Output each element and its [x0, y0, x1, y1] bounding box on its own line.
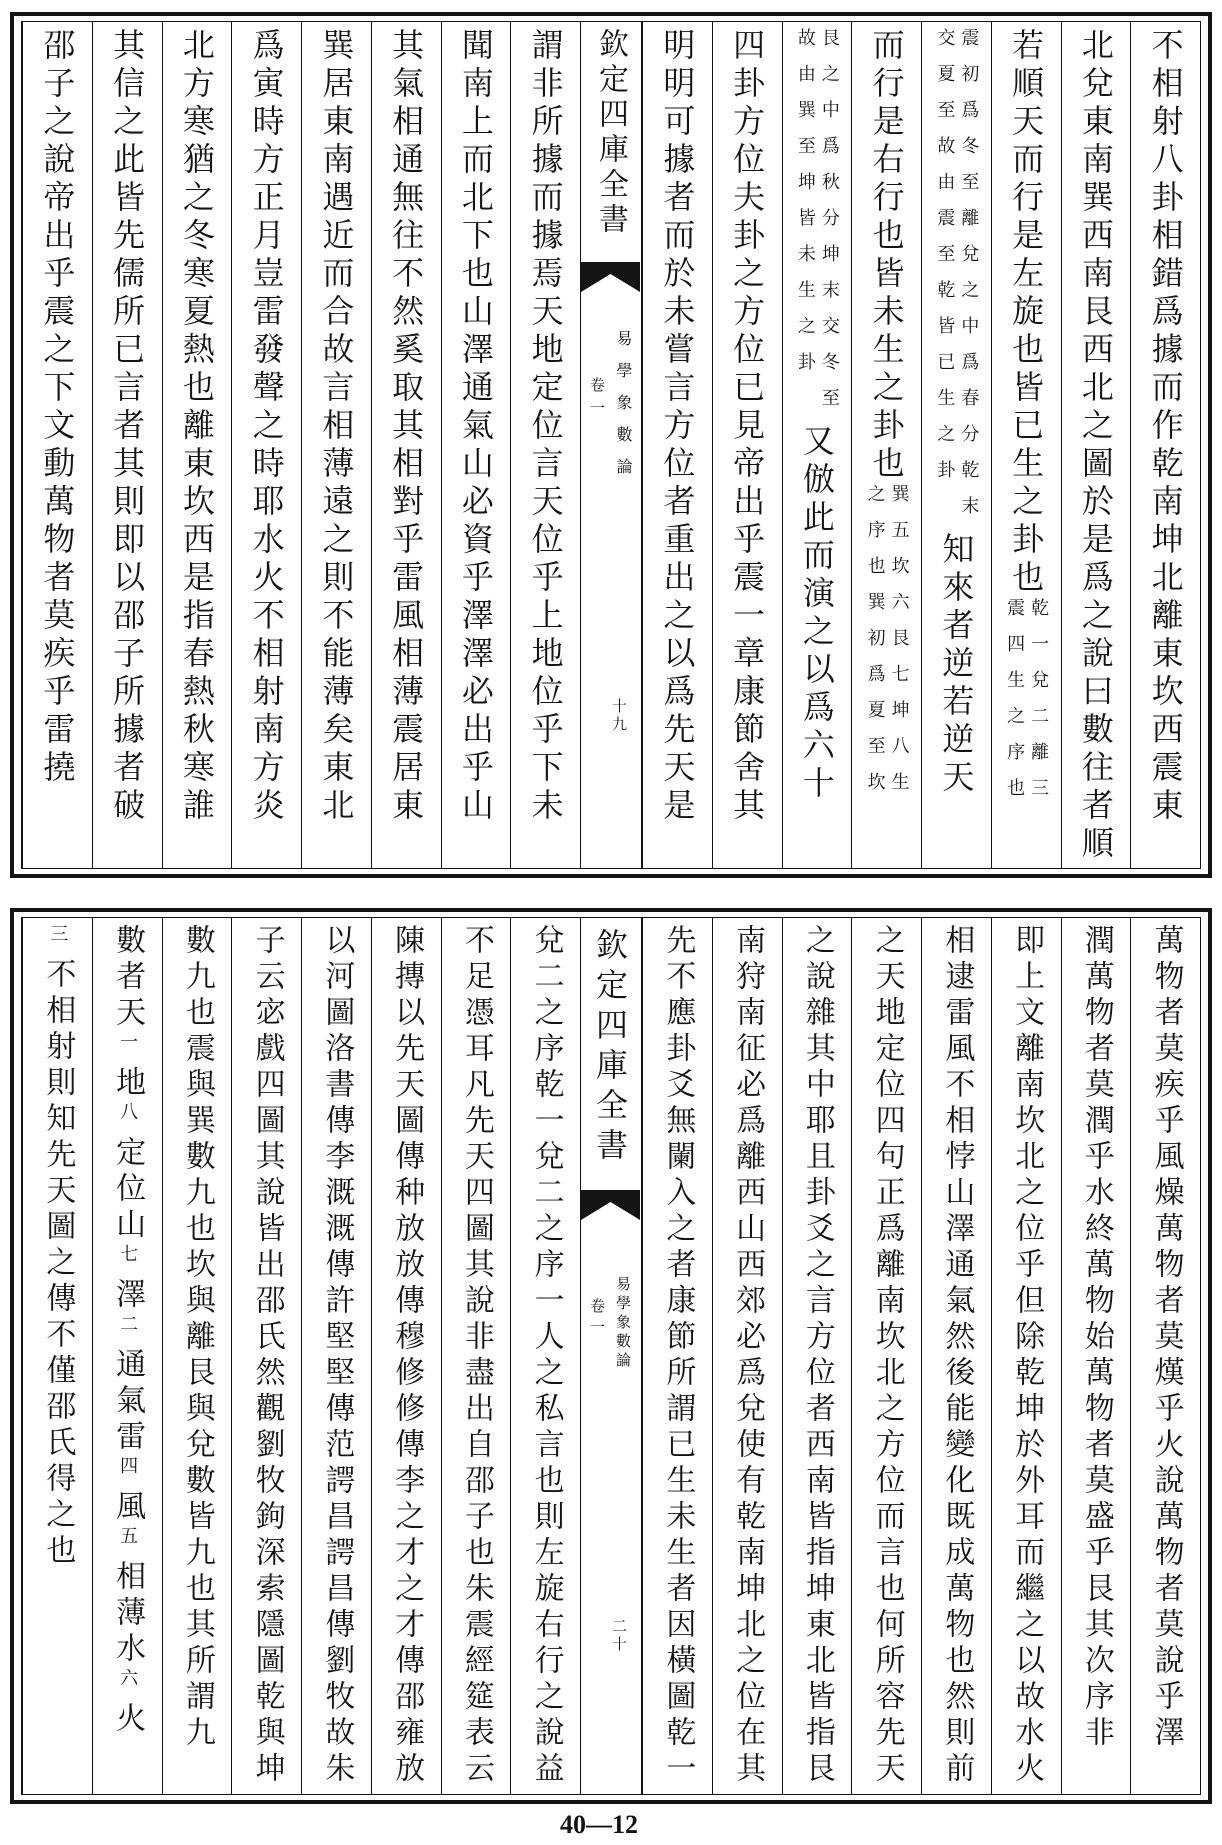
main-text: 不相射八卦相錯爲據而作乾南坤北離東坎西震東 — [1146, 28, 1185, 826]
text-column — [851, 22, 921, 868]
main-text: 子云宓戲四圖其說皆出邵氏然觀劉牧鉤深索隱圖乾與坤 — [249, 924, 285, 1788]
main-text: 其氣相通無往不然奚取其相對乎雷風相薄震居東 — [387, 28, 426, 826]
main-text: 而行是右行也皆未生之卦也 — [867, 28, 906, 484]
small-annotation: 六 — [117, 1668, 139, 1702]
text-column — [231, 918, 301, 1794]
folio-number: 二十 — [610, 1618, 628, 1654]
annotation-pair — [934, 28, 980, 532]
main-text: 若順天而行是左旋也皆已生之卦也 — [1007, 28, 1046, 598]
main-text: 相薄水 — [110, 1560, 146, 1668]
text-column — [510, 918, 580, 1794]
text-column — [22, 22, 92, 868]
main-text: 以河圖洛書傳李溉溉傳許堅堅傳范諤昌諤昌傳劉牧故朱 — [319, 924, 355, 1788]
text-column — [301, 22, 371, 868]
text-column — [371, 918, 441, 1794]
annotation-left: 故由巽至坤皆未生之卦 — [794, 28, 816, 388]
main-text: 先不應卦爻無闌入之者康節所謂已生未生者因橫圖乾一 — [660, 924, 696, 1788]
text-column — [851, 918, 921, 1794]
text-column — [712, 22, 782, 868]
fishtail-mark — [581, 262, 640, 296]
main-text: 兌二之序乾一兌二之序一人之私言也則左旋右行之說益 — [528, 924, 564, 1788]
lower-page-frame — [22, 918, 1200, 1794]
main-text: 知來者逆若逆天 — [937, 532, 976, 798]
main-text: 明明可據者而於未嘗言方位者重出之以爲先天是 — [658, 28, 697, 826]
main-text: 定位山 — [110, 1136, 146, 1244]
annotation-right: 巽五坎六艮七坤八生 — [888, 484, 910, 808]
main-text: 其信之此皆先儒所已言者其則即以邵子所據者破 — [108, 28, 147, 826]
text-column — [991, 22, 1061, 868]
text-column — [22, 918, 92, 1794]
annotation-left: 震四生之序也 — [1004, 598, 1026, 814]
center-gutter — [580, 918, 642, 1794]
annotation-left: 交夏至故由震至乾皆已生之卦 — [934, 28, 956, 496]
book-title: 欽定四庫全書 — [593, 28, 628, 238]
text-column — [231, 22, 301, 868]
text-column — [1061, 22, 1131, 868]
text-column — [441, 918, 511, 1794]
main-text: 之天地定位四句正爲離南坎北之方位而言也何所容先天 — [869, 924, 905, 1788]
main-text: 潤萬物者莫潤乎水終萬物始萬物者莫盛乎艮其次序非 — [1078, 924, 1114, 1752]
center-gutter — [580, 22, 642, 868]
small-annotation: 三 — [47, 924, 69, 958]
text-column — [1061, 918, 1131, 1794]
main-text: 北兌東南巽西南艮西北之圖於是爲之說曰數往者順 — [1076, 28, 1115, 864]
annotation-left: 之序也巽初爲夏至坎 — [864, 484, 886, 808]
main-text: 又倣此而演之以爲六十 — [797, 424, 836, 804]
fishtail-mark — [581, 1190, 640, 1224]
text-column — [921, 22, 991, 868]
text-column — [1130, 918, 1200, 1794]
main-text: 不足憑耳凡先天四圖其說非盡出自邵子也朱震經筵表云 — [458, 924, 494, 1788]
book-title: 欽定四庫全書 — [591, 928, 629, 1168]
work-title: 易學象數論 — [614, 330, 633, 490]
main-text: 謂非所據而據焉天地定位言天位乎上地位乎下未 — [526, 28, 565, 826]
small-annotation: 四 — [117, 1456, 139, 1490]
page-number: 40—12 — [560, 1810, 638, 1839]
text-column — [991, 918, 1061, 1794]
text-column — [642, 22, 712, 868]
main-text: 通氣雷 — [110, 1348, 146, 1456]
annotation-right: 艮之中爲秋分坤末交冬至 — [818, 28, 840, 424]
text-column — [371, 22, 441, 868]
upper-page — [10, 12, 1212, 878]
volume-label: 卷一 — [588, 377, 606, 423]
annotation-pair — [866, 484, 908, 808]
small-annotation: 八 — [117, 1102, 139, 1136]
work-title: 易學象數論 — [614, 1276, 632, 1371]
annotation-right: 震初爲冬至離兌之中爲春分乾末 — [958, 28, 980, 532]
main-text: 之說雜其中耶且卦爻之言方位者西南皆指坤東北皆指艮 — [799, 924, 835, 1788]
text-column — [162, 918, 232, 1794]
main-text: 即上文離南坎北之位乎但除乾坤於外耳而繼之以故水火 — [1009, 924, 1045, 1788]
small-annotation: 五 — [117, 1526, 139, 1560]
text-column — [92, 22, 162, 868]
main-text: 聞南上而北下也山澤通氣山必資乎澤澤必出乎山 — [456, 28, 495, 826]
text-column — [510, 22, 580, 868]
main-text: 相逮雷風不相悖山澤通氣然後能變化既成萬物也然則前 — [939, 924, 975, 1788]
main-text: 地 — [110, 1066, 146, 1102]
text-column — [92, 918, 162, 1794]
main-text: 巽居東南遇近而合故言相薄遠之則不能薄矣東北 — [317, 28, 356, 826]
text-column — [782, 918, 852, 1794]
annotation-pair — [1004, 598, 1050, 814]
annotation-right: 乾一兌二離三 — [1028, 598, 1050, 814]
main-text: 澤 — [110, 1278, 146, 1314]
text-column — [921, 918, 991, 1794]
annotation-pair — [796, 28, 838, 424]
main-text: 陳摶以先天圖傳种放放傳穆修修傳李之才之才傳邵雍放 — [389, 924, 425, 1788]
main-text: 火 — [110, 1702, 146, 1738]
text-column — [301, 918, 371, 1794]
small-annotation: 一 — [117, 1032, 139, 1066]
small-annotation: 二 — [117, 1314, 139, 1348]
text-column — [642, 918, 712, 1794]
volume-label: 卷一 — [588, 1298, 606, 1340]
text-column — [712, 918, 782, 1794]
text-column — [782, 22, 852, 868]
upper-page-frame — [22, 22, 1200, 868]
main-text: 風 — [110, 1490, 146, 1526]
main-text: 南狩南征必爲離西山西郊必爲兌使有乾南坤北之位在其 — [730, 924, 766, 1788]
text-column — [1130, 22, 1200, 868]
main-text: 北方寒猶之冬寒夏熱也離東坎西是指春熱秋寒誰 — [177, 28, 216, 826]
main-text: 四卦方位夫卦之方位已見帝出乎震一章康節舍其 — [728, 28, 767, 826]
main-text: 爲寅時方正月豈雷發聲之時耶水火不相射南方炎 — [247, 28, 286, 826]
text-column — [441, 22, 511, 868]
folio-number: 十九 — [610, 698, 628, 734]
main-text: 數者天 — [110, 924, 146, 1032]
main-text: 不相射則知先天圖之傳不僅邵氏得之也 — [40, 958, 76, 1570]
main-text: 萬物者莫疾乎風燥萬物者莫熯乎火說萬物者莫說乎澤 — [1148, 924, 1184, 1752]
main-text: 數九也震與巽數九也坎與離艮與兌數皆九也其所謂九 — [179, 924, 215, 1752]
lower-page — [10, 908, 1212, 1804]
small-annotation: 七 — [117, 1244, 139, 1278]
main-text: 邵子之說帝出乎震之下文動萬物者莫疾乎雷撓 — [38, 28, 77, 788]
text-column — [162, 22, 232, 868]
